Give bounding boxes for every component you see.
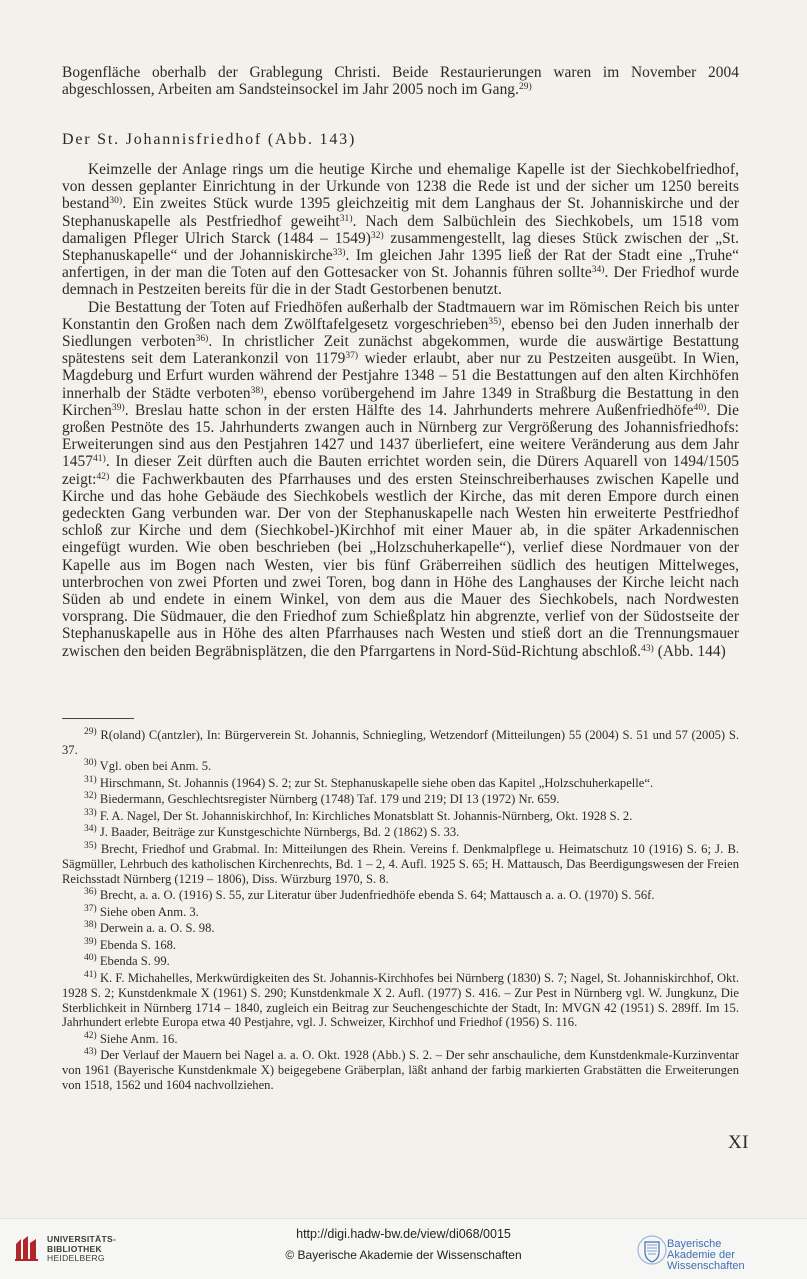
- footnote-ref[interactable]: 36): [195, 334, 209, 345]
- intro-text: Bogenfläche oberhalb der Grablegung Christi. Beide Restaurierungen waren im November 2004 abgeschlossen, Arbeiten am Sandsteinsockel im Jahr 2005 noch im Gang.: [62, 64, 739, 99]
- footnote-number: 35): [84, 840, 97, 851]
- footnote-ref[interactable]: 29): [518, 82, 532, 93]
- section-heading: Der St. Johannisfriedhof (Abb. 143): [62, 131, 357, 148]
- paragraph-1: Keimzelle der Anlage rings um die heutige Kirche und ehemalige Kapelle ist der Siechkobelfriedhof, von dessen geplanter Einrichtung in der Urkunde von 1238 die Rede ist und der sicher um 1250 bereits bestand$^{30)}$. Ein zweites Stück wurde 1395 gleichzeitig mit dem Langhaus der St. Johanniskirche und der Stephanuskapelle als Pestfriedhof geweiht$^{31)}$. Nach dem Salbüchlein des Siechkobels, um 1518 vom damaligen Pfleger Ulrich Starck (1484 – 1549)$^{32)}$ zusammengestellt, lag dieses Stück zwischen der „St. Stephanuskapelle“ und der Johanniskirche$^{33)}$. Im gleichen Jahr 1395 ließ der Rat der Stadt eine „Truhe“ anfertigen, in der man die Toten auf den Gottesacker von St. Johannis führen sollte$^{34)}$. Der Friedhof wurde demnach in Pestzeiten bereits für die in der Stadt Gestorbenen benutzt.: [62, 161, 740, 299]
- footnote: $^{31)}$ Hirschmann, St. Johannis (1964) S. 2; zur St. Stephanuskapelle siehe oben das Kapitel „Holzschuherkapelle“.: [84, 774, 654, 790]
- footnote-ref[interactable]: 38): [250, 385, 264, 396]
- footnote-number: 36): [84, 887, 97, 898]
- intro-paragraph: [62, 64, 739, 98]
- footnote-ref[interactable]: 35): [488, 316, 502, 327]
- footnote: $^{39)}$ Ebenda S. 168.: [84, 936, 177, 952]
- footnote-ref[interactable]: 41): [92, 454, 106, 465]
- page-number: XI: [727, 1132, 749, 1153]
- footnote: $^{40)}$ Ebenda S. 99.: [84, 953, 170, 969]
- paragraph-2: Die Bestattung der Toten auf Friedhöfen außerhalb der Stadtmauern war im Römischen Reich bis unter Konstantin den Großen nach dem Zwölftafelgesetz vorgeschrieben$^{35)}$, ebenso bei den Juden innerhalb der Siedlungen verboten$^{36)}$. In christlicher Zeit zunächst abgekommen, wurde die auswärtige Bestattung spätestens seit dem Laterankonzil von 1179$^{37)}$ wieder erlaubt, aber nur zu Pestzeiten ausgeübt. In Wien, Magdeburg und Erfurt wurden während der Pestjahre 1348 – 51 die Bestattungen auf den alten Kirchhöfen innerhalb der Städte verboten$^{38)}$, ebenso vorübergehend im Jahre 1349 in Straßburg die Bestattung in den Kirchen$^{39)}$. Breslau hatte schon in der ersten Hälfte des 14. Jahrhunderts mehrere Außenfriedhöfe$^{40)}$. Die großen Pestnöte des 15. Jahrhunderts zwangen auch in Nürnberg zur Vergrößerung des Johannisfriedhofs: Erweiterungen sind aus den Pestjahren 1427 und 1437 überliefert, eine weitere Veränderung aus dem Jahr 1457$^{41)}$. In dieser Zeit dürften auch die Bauten errichtet worden sein, die Dürers Aquarell von 1494/1505 zeigt:$^{42)}$ die Fachwerkbauten des Pfarrhauses und des ersten Steinschreiberhauses zwischen Kapelle und Kirche und das hohe Gebäude des Siechkobels westlich der Kirche, das mit deren Empore durch einen gedeckten Gang verbunden war. Der von der Stephanuskapelle nach Westen hin erweiterte Pestfriedhof schloß zur Kirche und dem (Siechkobel-)Kirchhof mit einer Mauer ab, in die später Arkadennischen eingefügt wurden. Wie oben beschrieben (bei „Holzschuherkapelle“), verlief diese Nordmauer von der Kapelle aus im Bogen nach Westen, vier bis fünf Gräberreihen südlich des heutigen Mittelweges, unterbrochen von zwei Pforten und zwei Toren, bog dann in Höhe des Langhauses der Kirche leicht nach Süden ab und endete in einem Winkel, von dem aus die Mauer des Siechkobels, nach Nordwesten vorsprang. Die Südmauer, die den Friedhof zum Schießplatz hin abgrenzte, verlief von der Südostseite der Stephanuskapelle aus in Höhe des alten Pfarrhauses nach Westen und stieß dort an die Trennungsmauer zwischen den beiden Begräbnisplätzen, die den Pfarrgartens in Nord-Süd-Richtung abschloß.$^{43)}$ (Abb. 144): [62, 298, 739, 660]
- footnote-number: 42): [84, 1030, 97, 1041]
- footnote-divider: [62, 718, 134, 719]
- copyright-notice: © Bayerische Akademie der Wissenschaften: [285, 1248, 522, 1262]
- university-library-name[interactable]: UNIVERSITÄTS- BIBLIOTHEK HEIDELBERG: [47, 1234, 117, 1263]
- footnotes: [62, 728, 739, 1095]
- footnote-ref[interactable]: 37): [345, 351, 359, 362]
- footnote: $^{29)}$ R(oland) C(antzler), In: Bürgerverein St. Johannis, Schniegling, Wetzendorf (Mitteilungen) 55 (2004) S. 51 und 57 (2005) S. 37.: [62, 727, 739, 757]
- footnote: $^{34)}$ J. Baader, Beiträge zur Kunstgeschichte Nürnbergs, Bd. 2 (1862) S. 33.: [84, 824, 460, 840]
- footnote-ref[interactable]: 33): [332, 248, 346, 259]
- footnote-ref[interactable]: 40): [693, 402, 707, 413]
- footer-bar: [0, 1218, 807, 1279]
- footnote-ref[interactable]: 42): [96, 471, 110, 482]
- footnote-ref[interactable]: 34): [591, 265, 605, 276]
- footnote-number: 31): [84, 774, 97, 785]
- footnote: $^{37)}$ Siehe oben Anm. 3.: [84, 903, 199, 919]
- footnote-ref[interactable]: 30): [109, 196, 123, 207]
- footnote-number: 30): [84, 758, 97, 769]
- footnote-number: 43): [84, 1047, 97, 1058]
- footnote: $^{30)}$ Vgl. oben bei Anm. 5.: [84, 758, 212, 774]
- main-text: [62, 161, 739, 660]
- footnote-ref[interactable]: 43): [641, 643, 654, 654]
- footnote: $^{35)}$ Brecht, Friedhof und Grabmal. In: Mitteilungen des Rhein. Vereins f. Denkmalpflege u. Heimatschutz 10 (1916) S. 6; J. B. Sägmüller, Lehrbuch des katholischen Kirchenrechts, Bd. 1 – 2, 4. Aufl. 1925 S. 65; H. Mattausch, Das Beerdigungswesen der Freien Reichsstadt Nürnberg (1219 – 1806), Diss. Würzburg 1970, S. 8.: [62, 840, 739, 886]
- footnote-ref[interactable]: 39): [111, 402, 125, 413]
- footnote-number: 37): [84, 903, 97, 914]
- footnote-number: 40): [84, 953, 97, 964]
- footnote: $^{42)}$ Siehe Anm. 16.: [84, 1030, 178, 1046]
- footnote-ref[interactable]: 31): [339, 213, 353, 224]
- footnote-number: 34): [84, 824, 97, 835]
- footnote: $^{32)}$ Biedermann, Geschlechtsregister Nürnberg (1748) Taf. 179 und 219; DI 13 (1972) Nr. 659.: [84, 791, 560, 807]
- footnote: $^{33)}$ F. A. Nagel, Der St. Johanniskirchhof, In: Kirchliches Monatsblatt St. Johannis-Nürnberg, Okt. 1928 S. 2.: [84, 807, 633, 823]
- academy-seal-icon[interactable]: [637, 1232, 667, 1268]
- footnote-number: 29): [84, 727, 97, 737]
- footnote: $^{36)}$ Brecht, a. a. O. (1916) S. 55, zur Literatur über Judenfriedhöfe ebenda S. 64; Mattausch a. a. O. (1970) S. 56f.: [84, 887, 655, 903]
- footnote-number: 38): [84, 920, 97, 931]
- footnote-number: 33): [84, 807, 97, 818]
- footnote-ref[interactable]: 32): [370, 230, 384, 241]
- footnote: $^{38)}$ Derwein a. a. O. S. 98.: [84, 920, 215, 936]
- footnote: $^{43)}$ Der Verlauf der Mauern bei Nagel a. a. O. Okt. 1928 (Abb.) S. 2. – Der sehr anschauliche, dem Kunstdenkmale-Kurzinventar von 1961 (Bayerische Kunstdenkmale X) beigegebene Gräberplan, läßt anhand der farbig markierten Grabstätten die Erweiterungen von 1518, 1562 und 1604 nachvollziehen.: [62, 1047, 739, 1093]
- footnote-number: 39): [84, 936, 97, 947]
- footnote-number: 41): [84, 969, 97, 980]
- footnote-number: 32): [84, 791, 97, 802]
- footnote: $^{41)}$ K. F. Michahelles, Merkwürdigkeiten des St. Johannis-Kirchhofes bei Nürnberg (1830) S. 7; Nagel, St. Johanniskirchhof, Okt. 1928 S. 2; Kunstdenkmale X (1961) S. 290; Kunstdenkmale X 2. Aufl. (1977) S. 416. – Zur Pest in Nürnberg vgl. W. Jungkunz, Die Sterblichkeit in Nürnberg 1714 – 1840, zugleich ein Beitrag zur Seuchengeschichte der Stadt, In: MVGN 42 (1951) S. 289ff. Im 15. Jahrhundert erlebte Europa etwa 40 Pestjahre, vgl. J. Schweizer, Kirchhof und Friedhof (1956) S. 116.: [62, 969, 739, 1030]
- academy-name[interactable]: Bayerische Akademie der Wissenschaften: [667, 1238, 745, 1272]
- permalink-url[interactable]: http://digi.hadw-bw.de/view/di068/0015: [296, 1227, 511, 1241]
